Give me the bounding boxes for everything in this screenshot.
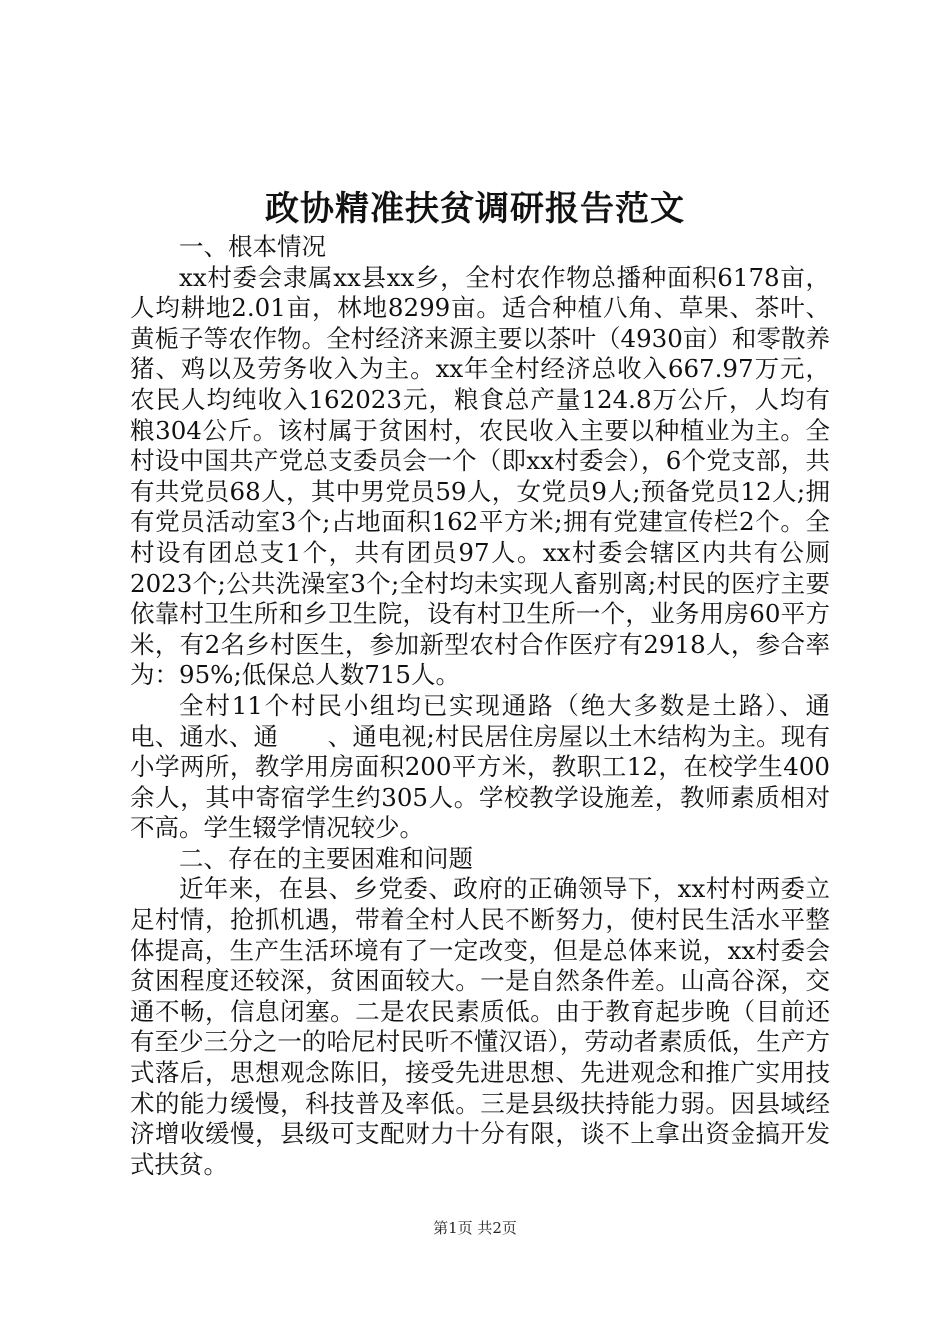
body-paragraph: 全村11个村民小组均已实现通路（绝大多数是土路）、通电、通水、通 、通电视;村民居住房屋以土木结构为主。现有小学两所，教学用房面积200平方米，教职工12，在校学生400余人，其中寄宿学生约305人。学校教学设施差，教师素质相对不高。学生辍学情况较少。	[130, 690, 830, 843]
document-body	[130, 232, 830, 1180]
body-paragraph: 近年来，在县、乡党委、政府的正确领导下，xx村村两委立足村情，抢抓机遇，带着全村人民不断努力，使村民生活水平整体提高，生产生活环境有了一定改变，但是总体来说，xx村委会贫困程度还较深，贫困面较大。一是自然条件差。山高谷深，交通不畅，信息闭塞。二是农民素质低。由于教育起步晚（目前还有至少三分之一的哈尼村民听不懂汉语），劳动者素质低，生产方式落后，思想观念陈旧，接受先进思想、先进观念和推广实用技术的能力缓慢，科技普及率低。三是县级扶持能力弱。因县域经济增收缓慢，县级可支配财力十分有限，谈不上拿出资金搞开发式扶贫。	[130, 874, 830, 1179]
body-paragraph: xx村委会隶属xx县xx乡，全村农作物总播种面积6178亩，人均耕地2.01亩，林地8299亩。适合种植八角、草果、茶叶、黄栀子等农作物。全村经济来源主要以茶叶（4930亩）和零散养猪、鸡以及劳务收入为主。xx年全村经济总收入667.97万元，农民人均纯收入162023元，粮食总产量124.8万公斤，人均有粮304公斤。该村属于贫困村，农民收入主要以种植业为主。全村设中国共产党总支委员会一个（即xx村委会），6个党支部，共有共党员68人，其中男党员59人，女党员9人;预备党员12人;拥有党员活动室3个;占地面积162平方米;拥有党建宣传栏2个。全村设有团总支1个，共有团员97人。xx村委会辖区内共有公厕2023个;公共洗澡室3个;全村均未实现人畜别离;村民的医疗主要依靠村卫生所和乡卫生院，设有村卫生所一个，业务用房60平方米，有2名乡村医生，参加新型农村合作医疗有2918人，参合率为：95%;低保总人数715人。	[130, 262, 830, 690]
section-heading: 二、存在的主要困难和问题	[179, 843, 473, 873]
page-footer: 第1页 共2页	[433, 1219, 517, 1237]
document-title: 政协精准扶贫调研报告范文	[265, 189, 685, 229]
section-heading: 一、根本情况	[179, 232, 326, 261]
